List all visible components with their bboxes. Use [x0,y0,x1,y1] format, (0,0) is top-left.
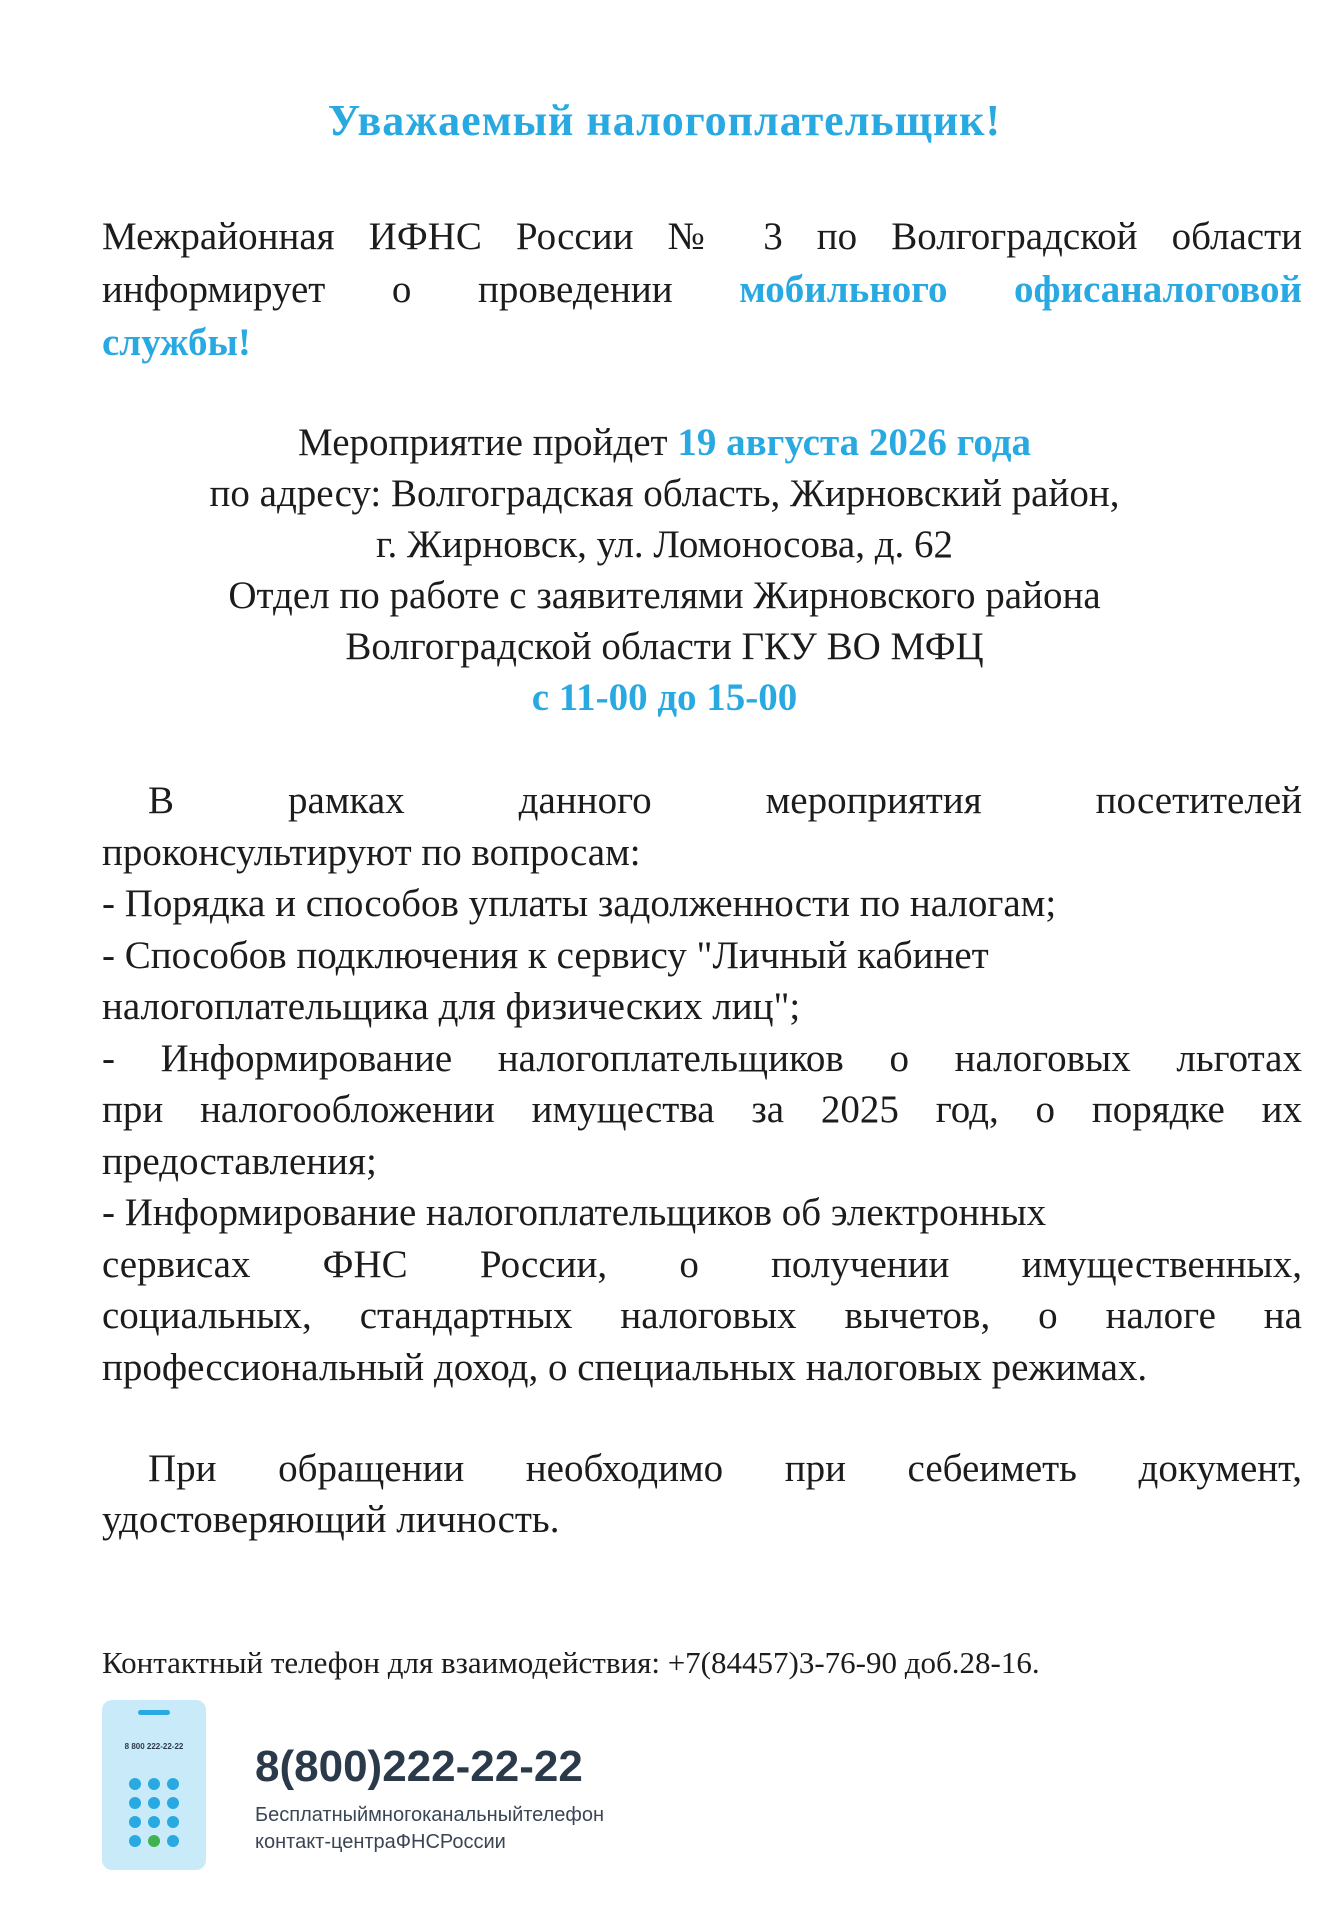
consult-line: В рамках данного мероприятия посетителей [148,779,1302,822]
keypad-key [129,1835,141,1847]
keypad-call-key [148,1835,160,1847]
hotline-desc-line-2: контакт-центраФНСРоссии [255,1831,506,1853]
event-address-line-2: г. Жирновск, ул. Ломоносова, д. 62 [375,523,954,566]
consult-line: - Порядка и способов уплаты задолженности по налогам; [102,882,1057,925]
contact-phone: Контактный телефон для взаимодействия: +7(84457)3-76-90 доб.28-16. [102,1645,1040,1680]
phone-speaker [138,1710,170,1715]
event-venue-line-2: Волгоградской области ГКУ ВО МФЦ [345,625,984,668]
intro-line-1: Межрайонная ИФНС России № 3 по Волгоградской области [102,215,1302,258]
event-venue-line-1: Отдел по работе с заявителями Жирновского района [228,574,1101,617]
intro-paragraph [102,210,1302,369]
consult-line: профессиональный доход, о специальных налоговых режимах. [102,1345,1148,1389]
intro-line-2-text: информирует о проведении [102,268,673,311]
page-title: Уважаемый налогоплательщик! [327,96,1002,145]
keypad-key [129,1797,141,1809]
consult-line: при налогообложении имущества за 2025 год, о порядке их [102,1088,1302,1131]
keypad-key [148,1778,160,1790]
consult-line: - Информирование налогоплательщиков об электронных [102,1191,1047,1234]
keypad-key [167,1835,179,1847]
keypad-key [167,1797,179,1809]
hotline-description [255,1802,604,1856]
keypad-key [129,1816,141,1828]
keypad-key [167,1816,179,1828]
consult-line: проконсультируют по вопросам: [102,830,641,874]
keypad-key [167,1778,179,1790]
mobile-office-highlight: мобильного офисаналоговой [739,268,1302,311]
hotline-desc-line-1: Бесплатныймногоканальныйтелефон [255,1804,605,1826]
event-date-line [0,417,1329,468]
closing-line-2: удостоверяющий личность. [102,1498,560,1541]
phone-screen-number: 8 800 222-22-22 [124,1742,184,1751]
consultation-topics [102,775,1302,1393]
keypad-key [148,1797,160,1809]
event-address-line-1: по адресу: Волгоградская область, Жирновский район, [209,472,1120,515]
event-date: 19 августа 2026 года [677,421,1031,464]
phone-keypad [129,1778,183,1847]
consult-line: предоставления; [102,1139,377,1183]
consult-line: социальных, стандартных налоговых вычетов, о налоге на [102,1294,1302,1337]
intro-line-3: службы! [102,321,251,364]
hotline-number: 8(800)222-22-22 [255,1742,583,1791]
keypad-key [148,1816,160,1828]
event-time: с 11-00 до 15-00 [531,676,798,719]
closing-line-1: При обращении необходимо при себеиметь документ, [148,1447,1302,1490]
consult-line: - Способов подключения к сервису "Личный кабинет [102,933,989,977]
closing-paragraph [102,1443,1302,1545]
event-date-prefix: Мероприятие пройдет [298,421,668,464]
consult-line: - Информирование налогоплательщиков о налоговых льготах [102,1036,1302,1080]
consult-line: сервисах ФНС России, о получении имущественных, [102,1242,1302,1286]
phone-keypad-icon [102,1700,206,1870]
event-details [0,417,1329,723]
intro-line-2 [102,263,1302,316]
keypad-key [129,1778,141,1790]
consult-line: налогоплательщика для физических лиц"; [102,985,801,1028]
